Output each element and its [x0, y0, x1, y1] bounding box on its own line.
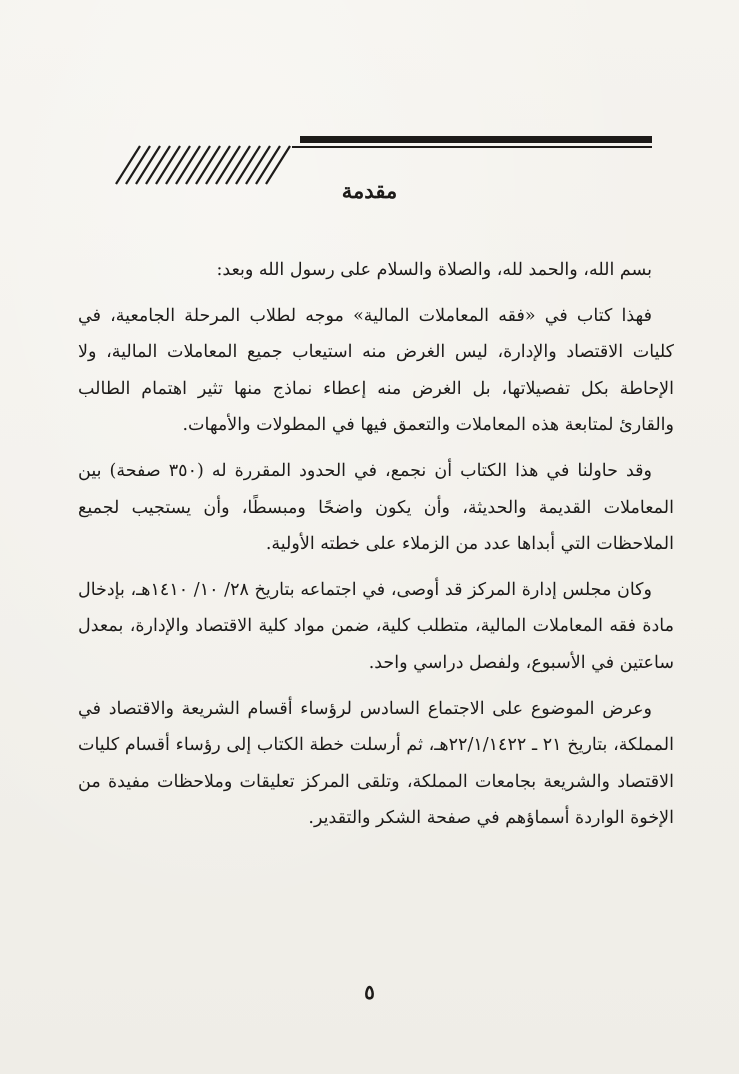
- paragraph-council-recommendation: وكان مجلس إدارة المركز قد أوصى، في اجتماعه بتاريخ ٢٨/ ١٠/ ١٤١٠هـ، بإدخال مادة فقه المعاملات المالية، متطلب كلية، ضمن مواد كلية الاقتصاد والإدارة، بمعدل ساعتين في الأسبوع، ولفصل دراسي واحد.: [78, 579, 674, 673]
- body-text: [78, 252, 674, 846]
- paragraph-book-purpose: فهذا كتاب في «فقه المعاملات المالية» موجه لطلاب المرحلة الجامعية، في كليات الاقتصاد والإدارة، ليس الغرض منه استيعاب جميع المعاملات المالية، ولا الإحاطة بكل تفصيلاتها، بل الغرض منه إعطاء نماذج منها تثير اهتمام الطالب والقارئ لمتابعة هذه المعاملات والتعمق فيها في المطولات والأمهات.: [78, 305, 674, 436]
- page-title: مقدمة: [341, 178, 398, 203]
- paragraph-book-scope: وقد حاولنا في هذا الكتاب أن نجمع، في الحدود المقررة له (٣٥٠ صفحة) بين المعاملات القديمة والحديثة، وأن يكون واضحًا ومبسطًا، وأن يستجيب لجميع الملاحظات التي أبداها عدد من الزملاء على خطته الأولية.: [78, 460, 674, 555]
- page-number: ٥: [364, 980, 375, 1004]
- paragraph-opening: بسم الله، والحمد لله، والصلاة والسلام على رسول الله وبعد:: [216, 260, 652, 280]
- paragraph-review-process: وعرض الموضوع على الاجتماع السادس لرؤساء أقسام الشريعة والاقتصاد في المملكة، بتاريخ ٢١ ـ ٢٢/١/١٤٢٢هـ، ثم أرسلت خطة الكتاب إلى رؤساء أقسام كليات الاقتصاد والشريعة بجامعات المملكة، وتلقى المركز تعليقات وملاحظات مفيدة من الإخوة الواردة أسماؤهم في صفحة الشكر والتقدير.: [78, 698, 674, 829]
